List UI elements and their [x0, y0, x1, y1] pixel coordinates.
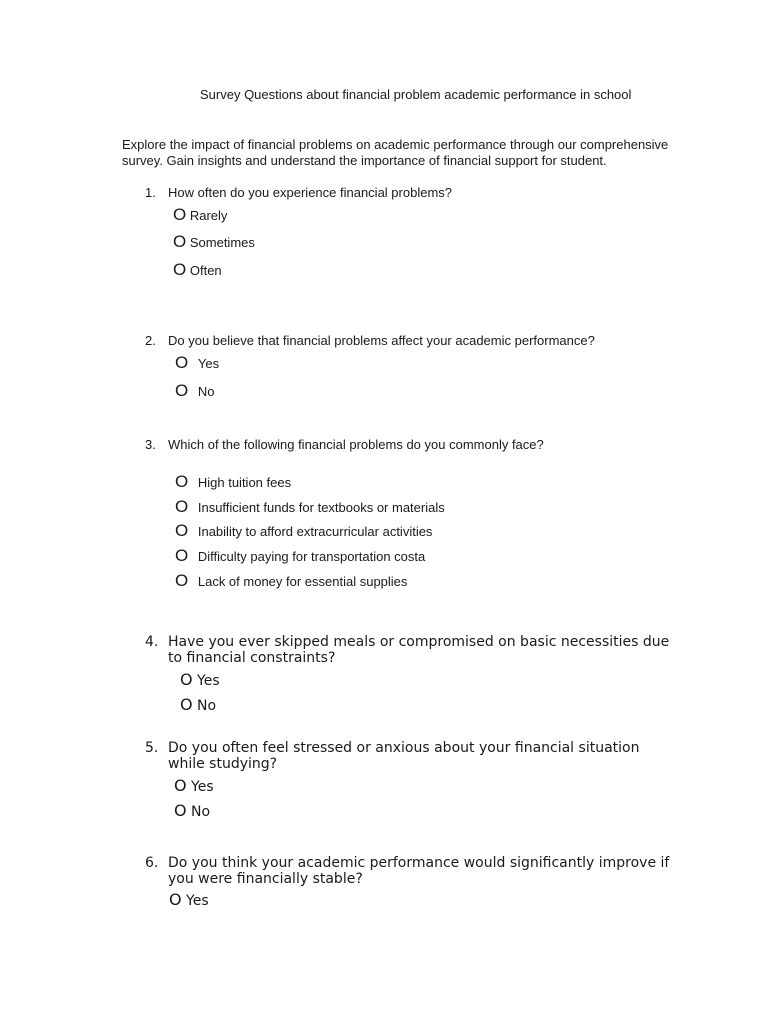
question-text: Do you believe that financial problems affect your academic performance? [168, 333, 595, 348]
checkbox-circle-icon[interactable]: O [175, 571, 189, 590]
option-yes[interactable] [174, 776, 214, 795]
radio-circle-icon[interactable]: O [174, 776, 187, 795]
option-label: Sometimes [189, 235, 255, 250]
question-text: How often do you experience financial problems? [168, 185, 453, 200]
option-transportation[interactable] [175, 546, 425, 566]
radio-circle-icon[interactable]: O [175, 353, 189, 372]
option-label: Yes [186, 893, 209, 909]
option-label: Lack of money for essential supplies [197, 574, 408, 589]
question-number: 4. [145, 634, 159, 650]
option-no[interactable] [175, 381, 214, 401]
question-number: 5. [145, 740, 159, 756]
radio-circle-icon[interactable]: O [173, 205, 187, 224]
option-extracurricular[interactable] [175, 521, 432, 541]
option-high-tuition[interactable] [175, 472, 291, 492]
option-often[interactable] [173, 260, 222, 280]
option-yes[interactable] [169, 890, 209, 909]
option-label: No [197, 698, 217, 714]
page-title: Survey Questions about financial problem academic performance in school [200, 87, 632, 102]
checkbox-circle-icon[interactable]: O [175, 546, 189, 565]
question-text: Which of the following financial problems do you commonly face? [168, 437, 544, 452]
option-sometimes[interactable] [173, 232, 255, 252]
question-number: 2. [145, 333, 156, 348]
question-text: Have you ever skipped meals or compromised on basic necessities due to financial constraints? [168, 634, 670, 666]
question-text: Do you think your academic performance would significantly improve if you were financially stable? [168, 855, 670, 887]
option-label: Difficulty paying for transportation costa [197, 549, 426, 564]
option-yes[interactable] [175, 353, 219, 373]
question-number: 3. [145, 437, 156, 452]
option-label: Inability to afford extracurricular activities [197, 524, 433, 539]
option-label: No [191, 804, 211, 820]
question-number: 6. [145, 855, 159, 871]
option-rarely[interactable] [173, 205, 227, 225]
option-textbooks[interactable] [175, 497, 445, 517]
option-no[interactable] [180, 695, 216, 714]
option-label: No [197, 384, 215, 399]
option-label: Yes [191, 779, 214, 795]
radio-circle-icon[interactable]: O [180, 670, 193, 689]
radio-circle-icon[interactable]: O [174, 801, 187, 820]
checkbox-circle-icon[interactable]: O [175, 497, 189, 516]
radio-circle-icon[interactable]: O [173, 260, 187, 279]
radio-circle-icon[interactable]: O [180, 695, 193, 714]
question-text: Do you often feel stressed or anxious about your financial situation while studying? [168, 740, 640, 772]
option-yes[interactable] [180, 670, 220, 689]
radio-circle-icon[interactable]: O [173, 232, 187, 251]
option-label: Often [189, 263, 222, 278]
option-label: High tuition fees [197, 475, 292, 490]
radio-circle-icon[interactable]: O [175, 381, 189, 400]
checkbox-circle-icon[interactable]: O [175, 472, 189, 491]
checkbox-circle-icon[interactable]: O [175, 521, 189, 540]
question-number: 1. [145, 185, 156, 200]
option-label: Rarely [189, 208, 228, 223]
option-no[interactable] [174, 801, 210, 820]
option-label: Yes [197, 356, 220, 371]
option-supplies[interactable] [175, 571, 407, 591]
intro-paragraph: Explore the impact of financial problems on academic performance through our comprehensive survey. Gain insights and understand the importance of financial support for student. [122, 137, 669, 168]
option-label: Yes [197, 673, 220, 689]
option-label: Insufficient funds for textbooks or materials [197, 500, 445, 515]
radio-circle-icon[interactable]: O [169, 890, 182, 909]
